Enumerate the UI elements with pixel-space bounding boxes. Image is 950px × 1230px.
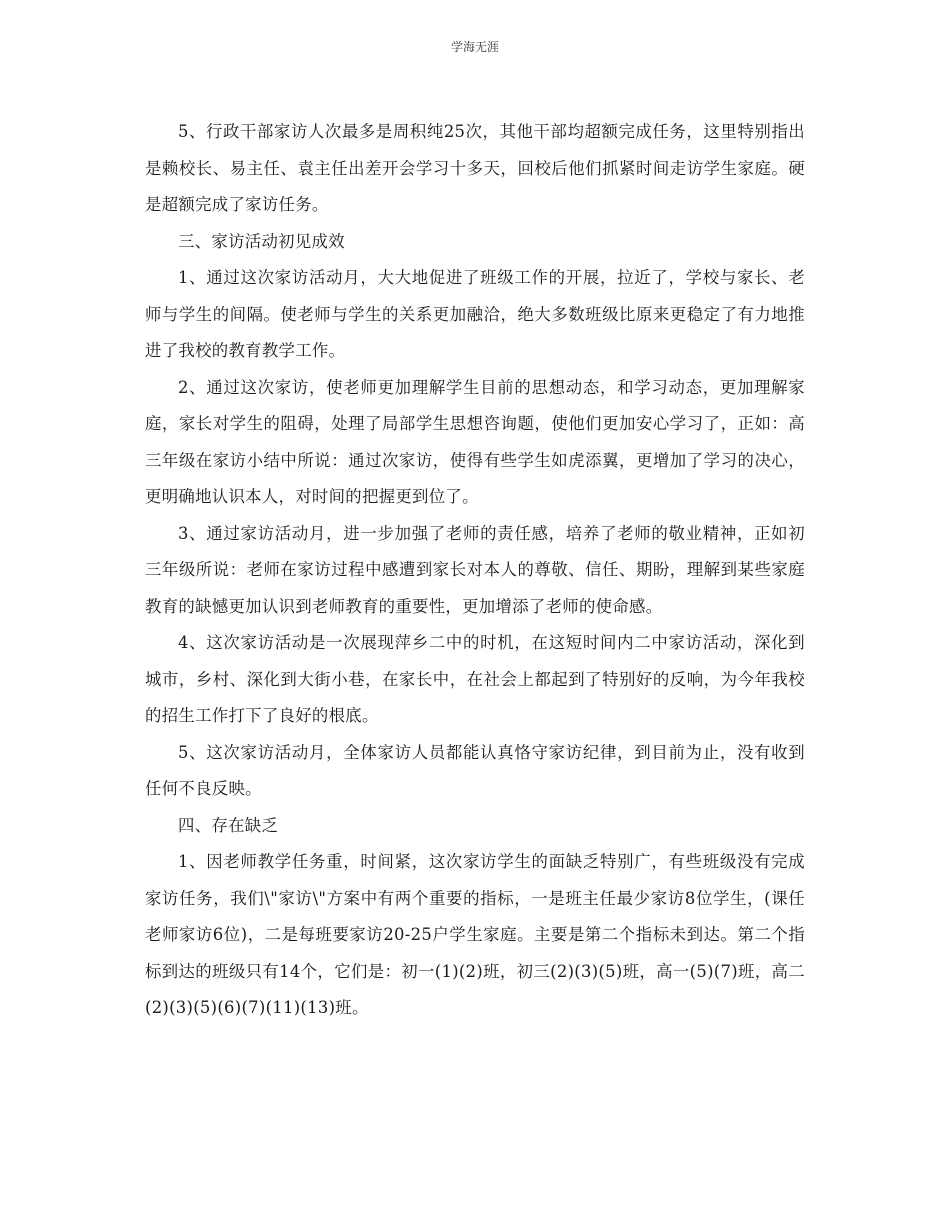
paragraph-result-5: 5、这次家访活动月，全体家访人员都能认真恪守家访纪律，到目前为止，没有收到任何不良反映。 [145, 742, 805, 798]
paragraph-result-2: 2、通过这次家访，使老师更加理解学生目前的思想动态，和学习动态，更加理解家庭，家长对学生的阻碍，处理了局部学生思想咨询题，使他们更加安心学习了，正如：高三年级在家访小结中所说：通过次家访，使得有些学生如虎添翼，更增加了学习的决心，更明确地认识本人，对时间的把握更到位了。 [145, 377, 805, 506]
section-heading-shortcomings: 四、存在缺乏 [178, 815, 279, 835]
document-body [145, 114, 805, 1027]
paragraph-result-4: 4、这次家访活动是一次展现萍乡二中的时机，在这短时间内二中家访活动，深化到城市，乡村、深化到大街小巷，在家长中，在社会上都起到了特别好的反响，为今年我校的招生工作打下了良好的根底。 [145, 633, 805, 725]
paragraph-shortcoming-1: 1、因老师教学任务重，时间紧，这次家访学生的面缺乏特别广，有些班级没有完成家访任务，我们\"家访\"方案中有两个重要的指标，一是班主任最少家访8位学生，(课任老师家访6位)，二是每班要家访20-25户学生家庭。主要是第二个指标未到达。第二个指标到达的班级只有14个，它们是：初一(1)(2)班，初三(2)(3)(5)班，高一(5)(7)班，高二(2)(3)(5)(6)(7)(11)(13)班。 [145, 852, 805, 1017]
paragraph-cadre-visits: 5、行政干部家访人次最多是周积纯25次，其他干部均超额完成任务，这里特别指出是赖校长、易主任、袁主任出差开会学习十多天，回校后他们抓紧时间走访学生家庭。硬是超额完成了家访任务。 [145, 122, 805, 214]
page-header: 学海无涯 [450, 40, 499, 54]
paragraph-result-3: 3、通过家访活动月，进一步加强了老师的责任感，培养了老师的敬业精神，正如初三年级所说：老师在家访过程中感遭到家长对本人的尊敬、信任、期盼，理解到某些家庭教育的缺憾更加认识到老师教育的重要性，更加增添了老师的使命感。 [145, 523, 805, 616]
paragraph-result-1: 1、通过这次家访活动月，大大地促进了班级工作的开展，拉近了，学校与家长、老师与学生的间隔。使老师与学生的关系更加融洽，绝大多数班级比原来更稳定了有力地推进了我校的教育教学工作。 [145, 268, 805, 360]
section-heading-results: 三、家访活动初见成效 [178, 231, 345, 251]
